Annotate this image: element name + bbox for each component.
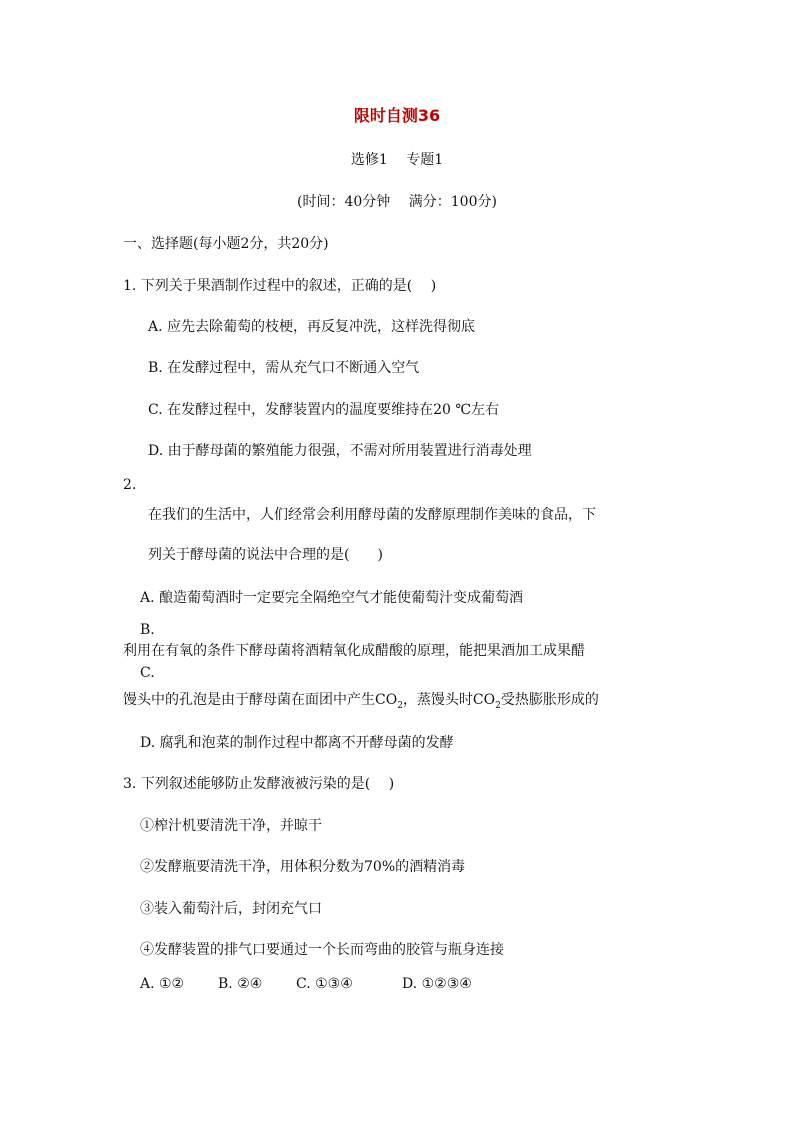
question-3-choices <box>140 974 472 994</box>
question-2-option-c-label: C. <box>140 665 155 681</box>
question-2-stem-line1: 在我们的生活中，人们经常会利用酵母菌的发酵原理制作美味的食品，下 <box>148 507 596 523</box>
question-1-option-c: C. 在发酵过程中，发酵装置内的温度要维持在20 ℃左右 <box>148 402 500 418</box>
question-2-option-a: A. 酿造葡萄酒时一定要完全隔绝空气才能使葡萄汁变成葡萄酒 <box>140 590 524 606</box>
question-1-option-a: A. 应先去除葡萄的枝梗，再反复冲洗，这样洗得彻底 <box>148 319 476 335</box>
question-1-stem: 1. 下列关于果酒制作过程中的叙述，正确的是( ) <box>123 278 437 294</box>
section-heading: 一、选择题(每小题2分，共20分) <box>123 236 329 252</box>
page-subtitle: 选修1 专题1 <box>350 152 444 168</box>
question-3-item-4: ④发酵装置的排气口要通过一个长而弯曲的胶管与瓶身连接 <box>140 942 504 958</box>
question-2-number: 2. <box>123 477 137 493</box>
question-1-option-d: D. 由于酵母菌的繁殖能力很强，不需对所用装置进行消毒处理 <box>148 443 532 459</box>
question-3-choice-a: A. ①② <box>140 976 185 992</box>
question-3-choice-c: C. ①③④ <box>296 976 353 992</box>
page-title: 限时自测36 <box>353 106 441 125</box>
question-3-item-2: ②发酵瓶要清洗干净，用体积分数为70%的酒精消毒 <box>140 859 466 875</box>
question-2-option-b-label: B. <box>140 622 155 638</box>
question-3-choice-b: B. ②④ <box>218 976 263 992</box>
question-3-item-3: ③装入葡萄汁后，封闭充气口 <box>140 901 322 917</box>
question-2-option-c-text: 馒头中的孔泡是由于酵母菌在面团中产生$CO_2$，蒸馒头时$CO_2$受热膨胀形成的 <box>123 692 599 711</box>
question-3-item-1: ①榨汁机要清洗干净，并晾干 <box>140 818 322 834</box>
question-2-stem-line2: 列关于酵母菌的说法中合理的是( ) <box>148 547 383 563</box>
question-3-stem: 3. 下列叙述能够防止发酵液被污染的是( ) <box>123 776 395 792</box>
question-2-option-d: D. 腐乳和泡菜的制作过程中都离不开酵母菌的发酵 <box>140 735 454 751</box>
question-2-option-b-text: 利用在有氧的条件下酵母菌将酒精氧化成醋酸的原理，能把果酒加工成果醋 <box>123 643 585 659</box>
question-1-option-b: B. 在发酵过程中，需从充气口不断通入空气 <box>148 360 420 376</box>
time-info: (时间：40分钟 满分：100分) <box>297 194 497 210</box>
question-3-choice-d: D. ①②③④ <box>402 976 472 992</box>
